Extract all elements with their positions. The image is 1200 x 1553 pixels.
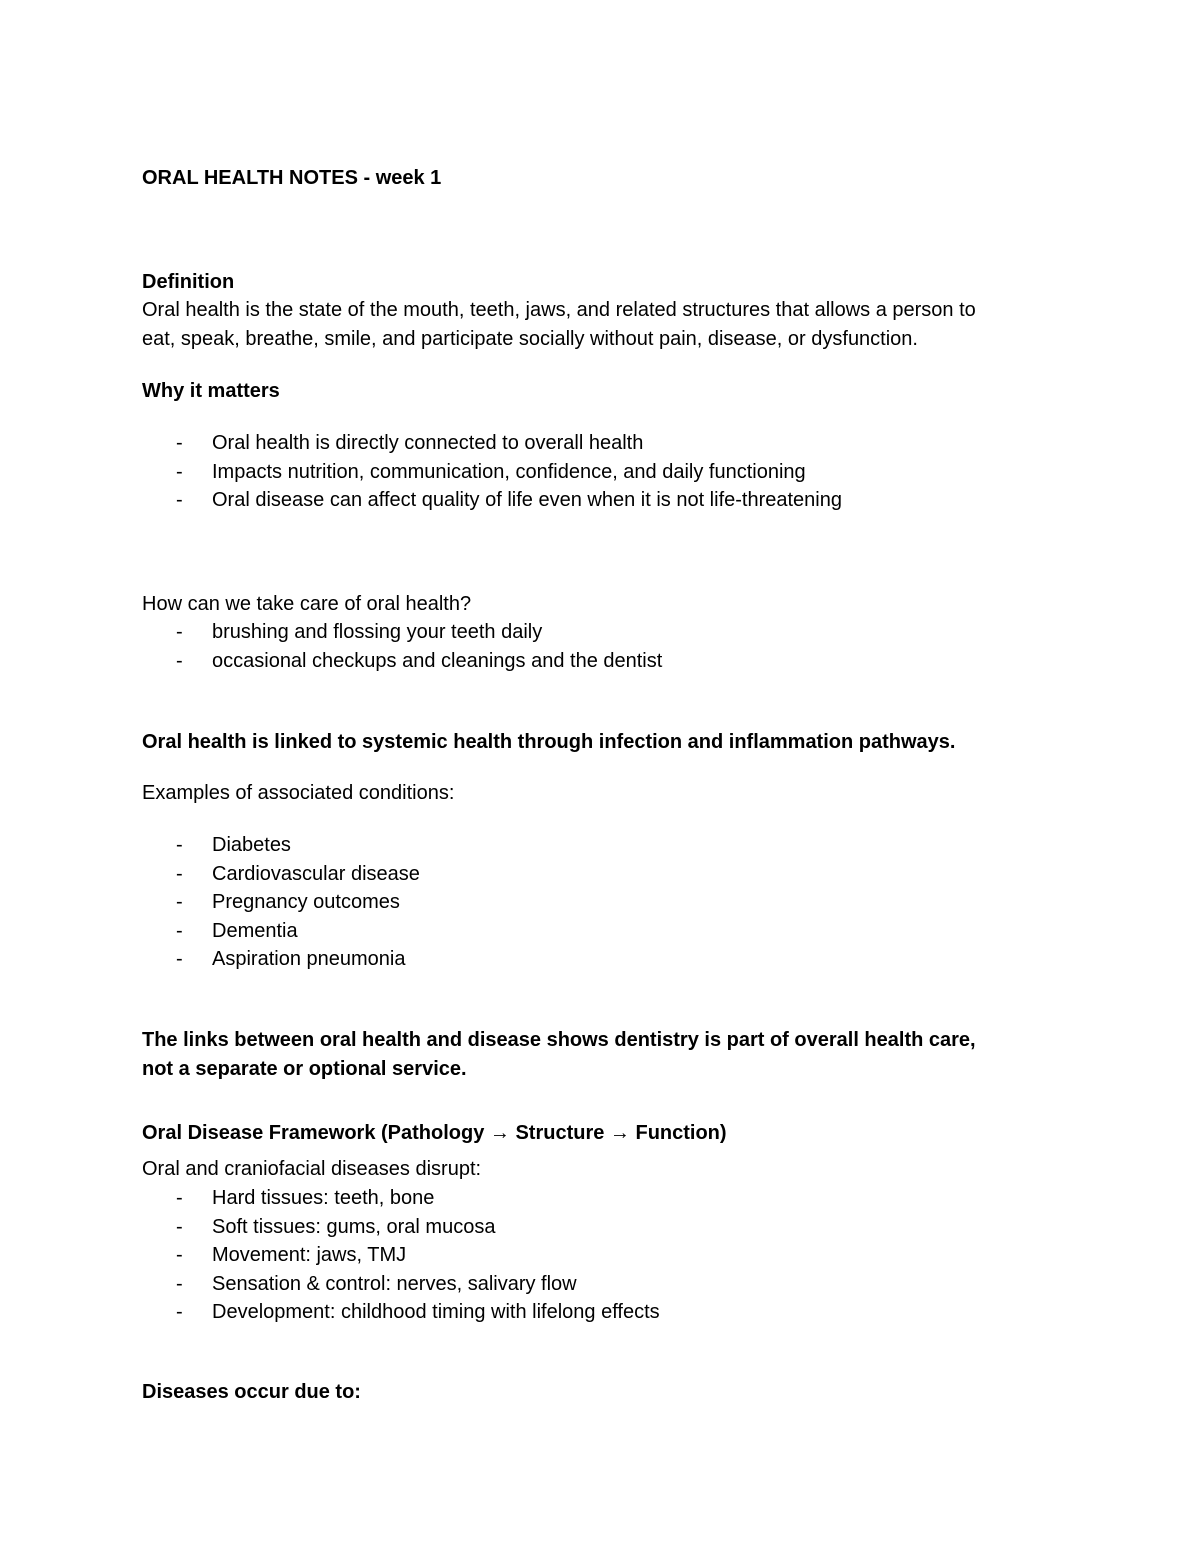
list-item: - Development: childhood timing with lifelong effects [142, 1298, 660, 1327]
dash-bullet-icon: - [176, 891, 183, 914]
dash-bullet-icon: - [176, 1187, 183, 1209]
framework-intro: Oral and craniofacial diseases disrupt: [142, 1158, 482, 1180]
care-list [142, 618, 662, 675]
list-item: - Impacts nutrition, communication, confidence, and daily functioning [142, 458, 842, 487]
page-title: ORAL HEALTH NOTES - week 1 [142, 167, 442, 189]
definition-heading: Definition [142, 271, 235, 293]
dash-bullet-icon: - [176, 834, 183, 856]
causes-heading: Diseases occur due to: [142, 1381, 361, 1403]
dash-bullet-icon: - [176, 649, 183, 672]
examples-label: Examples of associated conditions: [142, 782, 455, 804]
list-item: - Oral health is directly connected to overall health [142, 429, 842, 458]
dash-bullet-icon: - [176, 460, 183, 483]
dash-bullet-icon: - [176, 489, 183, 512]
dash-bullet-icon: - [176, 621, 183, 643]
list-item: - Oral disease can affect quality of life even when it is not life-threatening [142, 486, 842, 515]
list-item: - Movement: jaws, TMJ [142, 1241, 660, 1270]
list-item: - brushing and flossing your teeth daily [142, 618, 662, 647]
list-item: - Sensation & control: nerves, salivary flow [142, 1270, 660, 1299]
list-item: - Cardiovascular disease [142, 860, 420, 889]
list-item: - Pregnancy outcomes [142, 888, 420, 917]
definition-text-line-1: Oral health is the state of the mouth, teeth, jaws, and related structures that allows a person to [142, 299, 976, 321]
dash-bullet-icon: - [176, 948, 183, 971]
dash-bullet-icon: - [176, 1244, 183, 1267]
list-item: - Hard tissues: teeth, bone [142, 1184, 660, 1213]
links-statement-line-1: The links between oral health and disease shows dentistry is part of overall health care, [142, 1029, 976, 1051]
dash-bullet-icon: - [176, 919, 183, 942]
dash-bullet-icon: - [176, 862, 183, 885]
list-item: - Dementia [142, 917, 420, 946]
dash-bullet-icon: - [176, 1215, 183, 1238]
list-item: - Diabetes [142, 831, 420, 860]
why-list [142, 429, 842, 515]
dash-bullet-icon: - [176, 432, 183, 454]
list-item: - occasional checkups and cleanings and the dentist [142, 647, 662, 676]
links-statement-line-2: not a separate or optional service. [142, 1058, 467, 1080]
framework-list [142, 1184, 660, 1327]
systemic-statement: Oral health is linked to systemic health through infection and inflammation pathways. [142, 731, 956, 753]
definition-text-line-2: eat, speak, breathe, smile, and participate socially without pain, disease, or dysfunction. [142, 328, 918, 350]
list-item: - Soft tissues: gums, oral mucosa [142, 1213, 660, 1242]
why-heading: Why it matters [142, 380, 280, 402]
care-question: How can we take care of oral health? [142, 593, 472, 615]
dash-bullet-icon: - [176, 1272, 183, 1295]
dash-bullet-icon: - [176, 1301, 183, 1324]
conditions-list [142, 831, 420, 974]
list-item: - Aspiration pneumonia [142, 945, 420, 974]
framework-heading: Oral Disease Framework (Pathology → Structure → Function) [142, 1122, 727, 1144]
